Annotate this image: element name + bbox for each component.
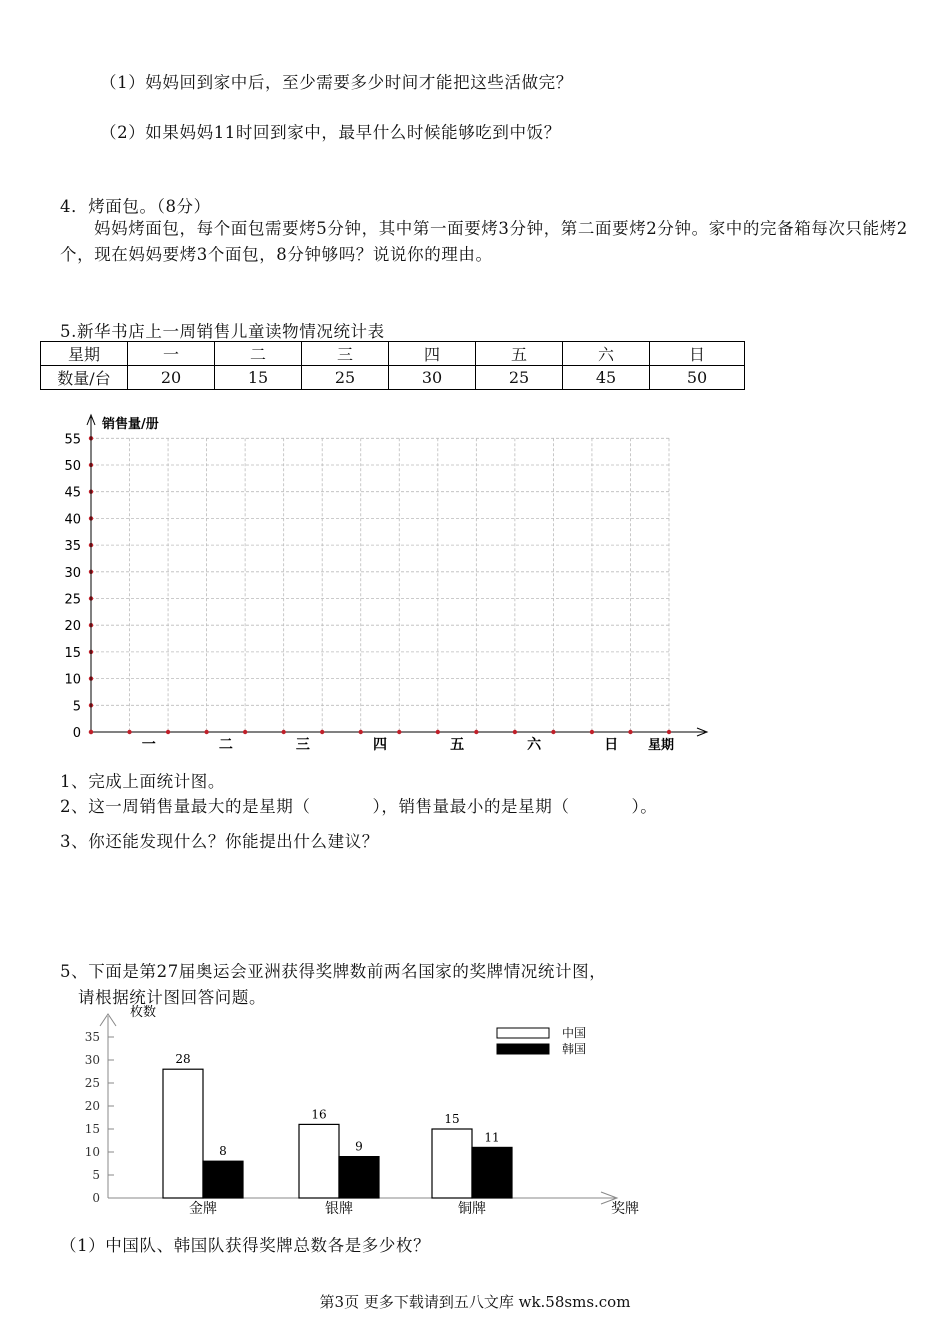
medal-bar-chart	[60, 1002, 680, 1222]
table-cell: 五	[476, 342, 563, 366]
x-tick-label: 六	[527, 737, 542, 753]
x-tick-dot	[243, 730, 247, 734]
data-label: 15	[444, 1112, 460, 1126]
y-tick-label: 15	[84, 1122, 100, 1136]
q3-sub1: （1）妈妈回到家中后，至少需要多少时间才能把这些活做完？	[100, 73, 573, 92]
x-tick-dot	[320, 730, 324, 734]
page-footer: 第3页 更多下载请到五八文库 wk.58sms.com	[319, 1293, 631, 1311]
y-tick-label: 30	[64, 565, 81, 581]
bar-korea	[203, 1161, 243, 1198]
bar-korea	[472, 1147, 512, 1198]
data-label: 8	[219, 1144, 227, 1159]
bar-china	[432, 1129, 472, 1198]
y-axis-label: 枚数	[130, 1005, 157, 1020]
y-tick-label: 10	[84, 1145, 100, 1159]
y-tick-label: 15	[64, 645, 81, 661]
x-tick-label: 铜牌	[458, 1201, 486, 1217]
table-cell: 15	[215, 366, 302, 390]
medal-sub1: （1）中国队、韩国队获得奖牌总数各是多少枚？	[60, 1236, 431, 1255]
table-cell: 二	[215, 342, 302, 366]
q5-q2-prefix: 2、这一周销售量最大的是星期（	[60, 797, 311, 816]
y-tick-label: 30	[84, 1053, 100, 1067]
data-label: 16	[311, 1107, 327, 1122]
legend-label: 中国	[562, 1026, 587, 1040]
x-tick-label: 二	[218, 737, 233, 753]
y-tick-label: 35	[84, 1030, 100, 1044]
table-cell: 日	[650, 342, 745, 366]
q5-question-2	[60, 793, 657, 817]
y-tick-label: 5	[72, 699, 81, 715]
x-tick-label: 五	[450, 737, 465, 753]
table-cell: 三	[302, 342, 389, 366]
y-tick-label: 25	[64, 592, 81, 608]
q4-body: 妈妈烤面包，每个面包需要烤5分钟，其中第一面要烤3分钟，第二面要烤2分钟。家中的完备箱每次只能烤2个，现在妈妈要烤3个面包，8分钟够吗？说说你的理由。	[60, 219, 908, 264]
y-tick-label: 20	[64, 619, 81, 635]
medal-question-line1: 5、下面是第27届奥运会亚洲获得奖牌数前两名国家的奖牌情况统计图，	[60, 962, 607, 981]
x-tick-dot	[281, 730, 285, 734]
bar-china	[299, 1124, 339, 1198]
legend-swatch	[497, 1028, 549, 1038]
x-tick-dot	[166, 730, 170, 734]
table-row	[41, 342, 745, 366]
x-tick-dot	[667, 730, 671, 734]
q3-sub2: （2）如果妈妈11时回到家中，最早什么时候能够吃到中饭？	[100, 123, 561, 142]
data-label: 11	[484, 1130, 500, 1145]
x-tick-dot	[436, 730, 440, 734]
x-tick-label: 四	[373, 737, 387, 753]
x-tick-dot	[397, 730, 401, 734]
q5-q2-mid: ），销售量最小的是星期（	[372, 797, 570, 816]
q5-table-title: 5.新华书店上一周销售儿童读物情况统计表	[60, 322, 385, 341]
x-tick-dot	[590, 730, 594, 734]
legend-label: 韩国	[562, 1042, 587, 1056]
data-label: 28	[175, 1052, 191, 1067]
bar-china	[163, 1069, 203, 1198]
table-cell: 30	[389, 366, 476, 390]
table-cell: 25	[476, 366, 563, 390]
x-axis-label: 星期	[648, 738, 675, 753]
table-cell: 一	[128, 342, 215, 366]
x-tick-dot	[551, 730, 555, 734]
table-cell: 20	[128, 366, 215, 390]
y-tick-label: 50	[64, 459, 81, 474]
y-tick-label: 40	[64, 512, 81, 528]
x-tick-dot	[474, 730, 478, 734]
sales-table	[40, 341, 745, 390]
x-tick-dot	[127, 730, 131, 734]
x-axis-label: 奖牌	[611, 1201, 639, 1217]
x-tick-label: 一	[141, 737, 156, 753]
y-tick-label: 10	[64, 672, 81, 688]
y-tick-label: 0	[92, 1191, 100, 1205]
data-label: 9	[355, 1139, 363, 1154]
x-tick-dot	[513, 730, 517, 734]
x-tick-dot	[359, 730, 363, 734]
x-tick-label: 三	[295, 737, 310, 753]
x-tick-dot	[89, 730, 93, 734]
y-tick-label: 20	[84, 1099, 100, 1113]
x-tick-label: 金牌	[189, 1201, 217, 1217]
x-tick-label: 日	[604, 737, 619, 753]
medal-question-line2: 请根据统计图回答问题。	[78, 988, 267, 1007]
table-header-day: 星期	[41, 342, 128, 366]
table-cell: 50	[650, 366, 745, 390]
y-tick-label: 5	[92, 1168, 100, 1182]
q5-question-3: 3、你还能发现什么？你能提出什么建议？	[60, 832, 379, 851]
y-axis-label: 销售量/册	[102, 417, 159, 432]
x-tick-label: 银牌	[325, 1201, 353, 1217]
y-tick-label: 55	[64, 432, 81, 448]
q5-question-1: 1、完成上面统计图。	[60, 772, 225, 791]
table-cell: 25	[302, 366, 389, 390]
sales-line-chart	[40, 405, 760, 755]
table-header-qty: 数量/台	[41, 366, 128, 390]
table-cell: 45	[563, 366, 650, 390]
y-tick-label: 25	[84, 1076, 100, 1090]
q5-q2-suffix: ）。	[631, 797, 658, 816]
x-tick-dot	[204, 730, 208, 734]
y-tick-label: 45	[64, 485, 81, 501]
y-tick-label: 35	[64, 539, 81, 555]
table-cell: 六	[563, 342, 650, 366]
x-tick-dot	[628, 730, 632, 734]
table-cell: 四	[389, 342, 476, 366]
bar-korea	[339, 1157, 379, 1198]
q4-title: 4．烤面包。（8分）	[60, 197, 211, 216]
table-row	[41, 366, 745, 390]
legend-swatch	[497, 1044, 549, 1054]
y-tick-label: 0	[72, 726, 81, 741]
